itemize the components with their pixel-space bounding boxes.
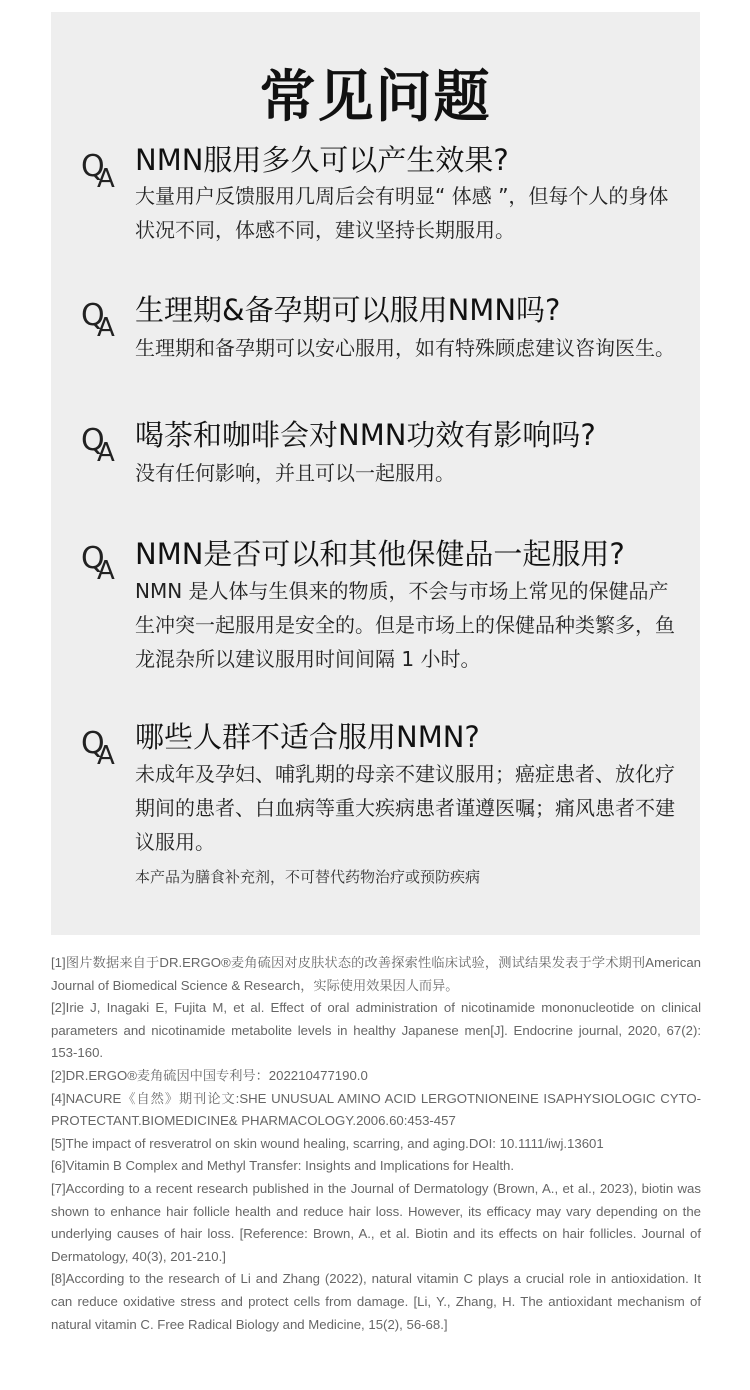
reference-item: [4]NACURE《自然》期刊论文:SHE UNUSUAL AMINO ACID LERGOTNIONEINE ISAPHYSIOLOGIC CYTO-PROTECTANT.BIOMEDICINE& PHARMACOLOGY.2006.60:453-457 xyxy=(51,1090,701,1129)
reference-item: [7]According to a recent research published in the Journal of Dermatology (Brown, A., et al., 2023), biotin was shown to enhance hair follicle health and reduce hair loss. However, its efficacy may vary depending on the underlying causes of hair loss. [Reference: Brown, A., et al. Biotin and its effects on hair follicles. Journal of Dermatology, 40(3), 201-210.] xyxy=(51,1180,701,1264)
qa-icon: Q A xyxy=(81,541,115,586)
faq-answer: 大量用户反馈服用几周后会有明显“ 体感 ”，但每个人的身体状况不同，体感不同，建议坚持长期服用。 xyxy=(135,184,669,242)
disclaimer: 本产品为膳食补充剂，不可替代药物治疗或预防疾病 xyxy=(135,868,481,886)
qa-icon: Q A xyxy=(81,149,115,194)
references xyxy=(51,952,701,1336)
reference-item: [6]Vitamin B Complex and Methyl Transfer: Insights and Implications for Health. xyxy=(51,1158,514,1174)
faq-answer: 没有任何影响，并且可以一起服用。 xyxy=(135,461,455,485)
faq-question: NMN是否可以和其他保健品一起服用? xyxy=(135,537,625,571)
qa-icon: Q A xyxy=(81,423,115,468)
page-title: 常见问题 xyxy=(259,65,492,130)
reference-item: [2]DR.ERGO®麦角硫因中国专利号：202210477190.0 xyxy=(51,1067,368,1083)
reference-item: [5]The impact of resveratrol on skin wound healing, scarring, and aging.DOI: 10.1111/iwj.13601 xyxy=(51,1135,604,1151)
reference-item: [1]图片数据来自于DR.ERGO®麦角硫因对皮肤状态的改善探索性临床试验，测试结果发表于学术期刊American Journal of Biomedical Science & Research，实际使用效果因人而异。 xyxy=(51,955,701,993)
faq-question: NMN服用多久可以产生效果? xyxy=(135,143,509,177)
faq-answer: NMN 是人体与生俱来的物质，不会与市场上常见的保健品产生冲突一起服用是安全的。但是市场上的保健品种类繁多，鱼龙混杂所以建议服用时间间隔 1 小时。 xyxy=(135,579,675,671)
reference-item: [8]According to the research of Li and Zhang (2022), natural vitamin C plays a crucial role in antioxidation. It can reduce oxidative stress and protect cells from damage. [Li, Y., Zhang, H. The antioxidant mechanism of natural vitamin C. Free Radical Biology and Medicine, 15(2), 56-68.] xyxy=(51,1271,701,1332)
faq-question: 生理期&备孕期可以服用NMN吗? xyxy=(135,293,561,327)
faq-panel xyxy=(51,12,700,935)
reference-item: [2]Irie J, Inagaki E, Fujita M, et al. Effect of oral administration of nicotinamide mononucleotide on clinical parameters and nicotinamide metabolite levels in healthy Japanese men[J]. Endocrine journal, 2020, 67(2): 153-160. xyxy=(51,1000,701,1061)
faq-answer: 未成年及孕妇、哺乳期的母亲不建议服用；癌症患者、放化疗期间的患者、白血病等重大疾病患者谨遵医嘱；痛风患者不建议服用。 xyxy=(135,762,675,854)
faq-question: 哪些人群不适合服用NMN? xyxy=(135,720,480,754)
qa-icon: Q A xyxy=(81,726,115,771)
qa-icon: Q A xyxy=(81,298,115,343)
faq-answer: 生理期和备孕期可以安心服用，如有特殊顾虑建议咨询医生。 xyxy=(135,336,675,360)
faq-question: 喝茶和咖啡会对NMN功效有影响吗? xyxy=(135,418,596,452)
